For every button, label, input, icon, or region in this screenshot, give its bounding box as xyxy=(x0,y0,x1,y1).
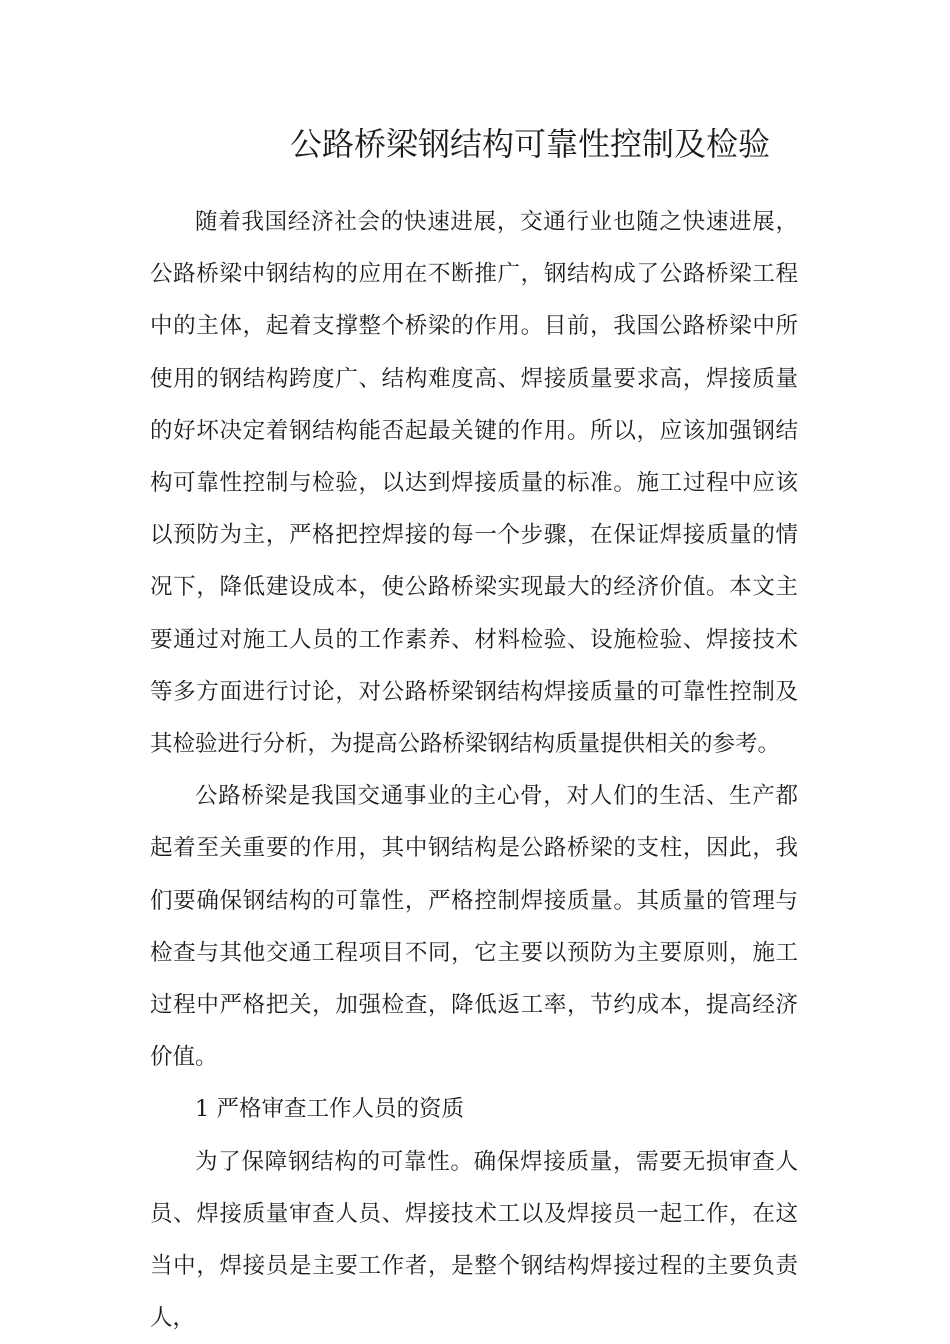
document-title: 公路桥梁钢结构可靠性控制及检验 xyxy=(289,125,770,163)
paragraph-intro: 随着我国经济社会的快速进展，交通行业也随之快速进展，公路桥梁中钢结构的应用在不断推广，钢结构成了公路桥梁工程中的主体，起着支撑整个桥梁的作用。目前，我国公路桥梁中所使用的钢结构跨度广、结构难度高、焊接质量要求高，焊接质量的好坏决定着钢结构能否起最关键的作用。所以，应该加强钢结构可靠性控制与检验，以达到焊接质量的标准。施工过程中应该以预防为主，严格把控焊接的每一个步骤，在保证焊接质量的情况下，降低建设成本，使公路桥梁实现最大的经济价值。本文主要通过对施工人员的工作素养、材料检验、设施检验、焊接技术等多方面进行讨论，对公路桥梁钢结构焊接质量的可靠性控制及其检验进行分析，为提高公路桥梁钢结构质量提供相关的参考。 xyxy=(150,209,798,758)
document-body xyxy=(150,196,798,1344)
section-heading: 1 严格审查工作人员的资质 xyxy=(195,1096,464,1123)
paragraph-section-1: 为了保障钢结构的可靠性。确保焊接质量，需要无损审查人员、焊接质量审查人员、焊接技术工以及焊接员一起工作，在这当中，焊接员是主要工作者，是整个钢结构焊接过程的主要负责人， xyxy=(150,1148,798,1332)
paragraph-importance: 公路桥梁是我国交通事业的主心骨，对人们的生活、生产都起着至关重要的作用，其中钢结构是公路桥梁的支柱，因此，我们要确保钢结构的可靠性，严格控制焊接质量。其质量的管理与检查与其他交通工程项目不同，它主要以预防为主要原则，施工过程中严格把关，加强检查，降低返工率，节约成本，提高经济价值。 xyxy=(150,783,798,1071)
